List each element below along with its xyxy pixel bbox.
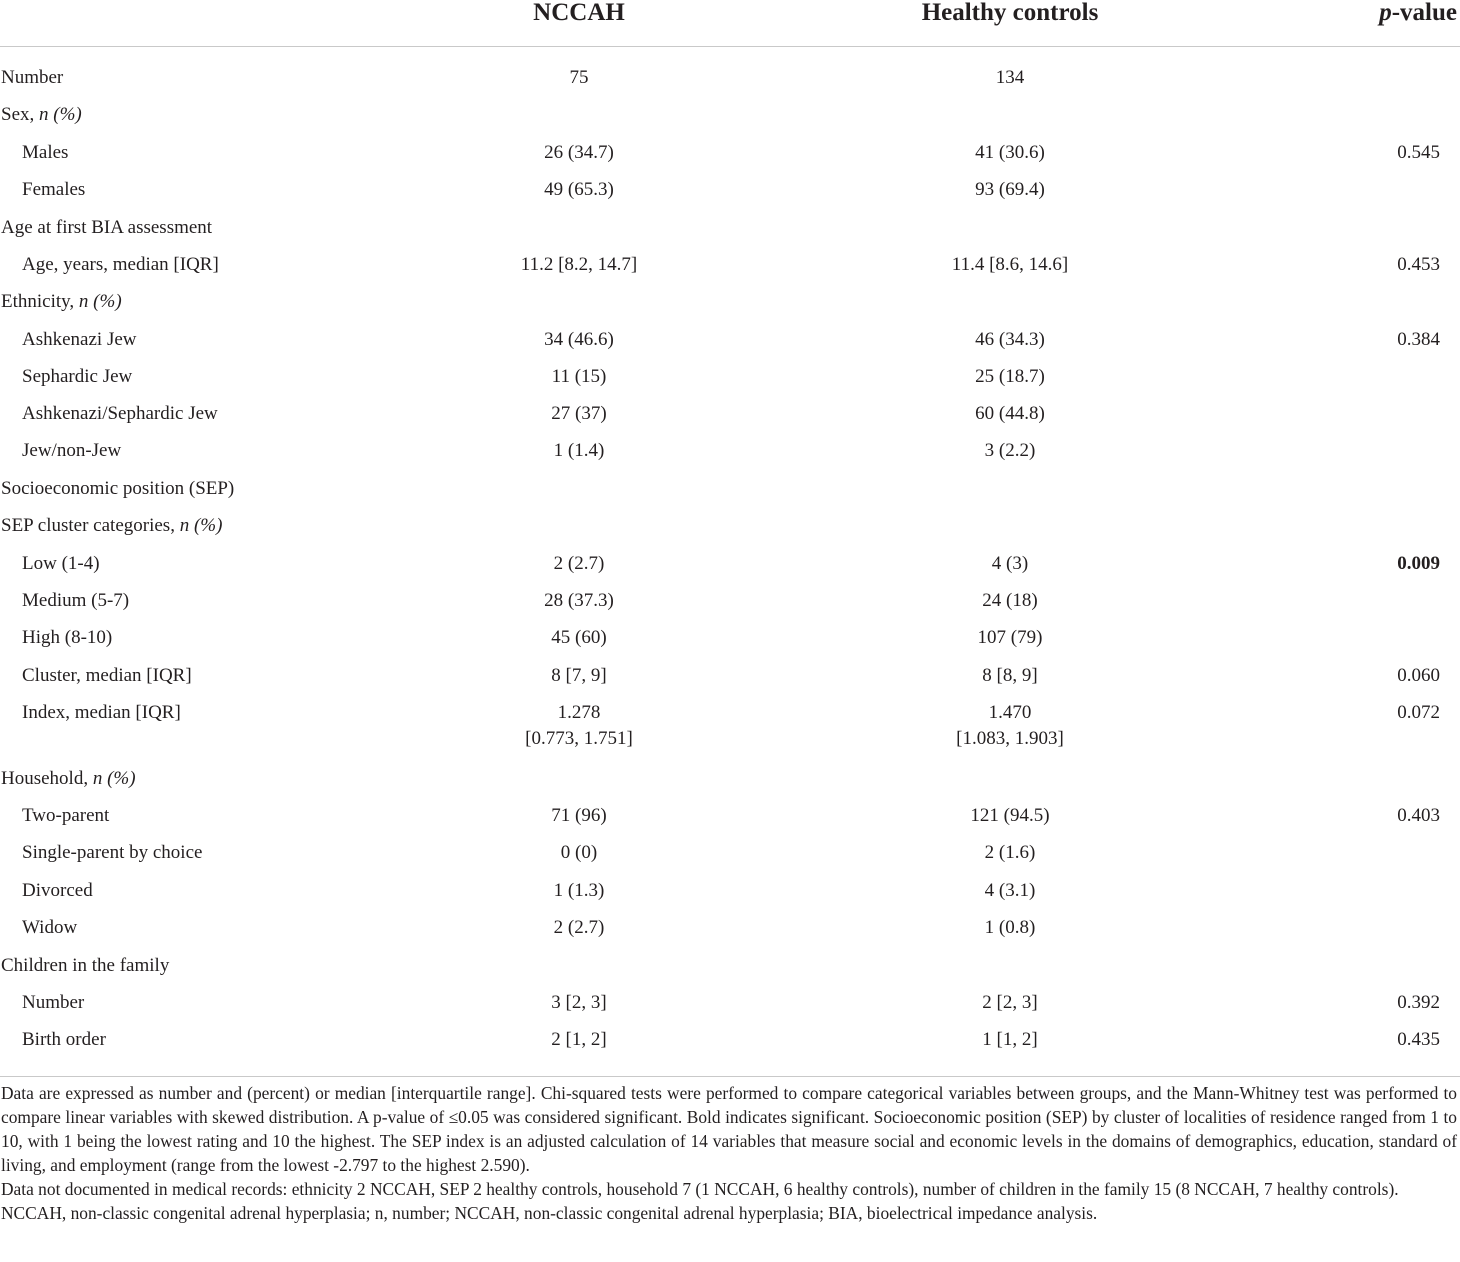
row-label: Number (22, 992, 85, 1013)
p-value: 0.392 (1397, 992, 1440, 1013)
table-row-cluster (0, 663, 1460, 693)
nccah-value: 1.278 [0.773, 1.751] (525, 702, 633, 749)
nccah-value: 71 (96) (551, 805, 607, 826)
row-label: Males (22, 142, 69, 163)
row-label: Age, years, median [IQR] (22, 254, 219, 275)
table-row-jew-non-jew (0, 438, 1460, 468)
controls-value: 134 (995, 67, 1025, 88)
row-label: Index, median [IQR] (22, 702, 181, 723)
controls-value: 1.470 [1.083, 1.903] (956, 702, 1064, 749)
nccah-value: 1 (1.4) (553, 440, 605, 461)
nccah-value: 8 [7, 9] (551, 665, 607, 686)
nccah-value: 26 (34.7) (544, 142, 614, 163)
table-row-medium (0, 588, 1460, 618)
section-label: Sex, n (%) (1, 104, 82, 125)
row-label: Ashkenazi Jew (22, 329, 137, 350)
table-row-females (0, 177, 1460, 207)
table-row-single-parent (0, 840, 1460, 870)
table-row-age (0, 252, 1460, 282)
nccah-value: 34 (46.6) (544, 329, 614, 350)
p-value: 0.060 (1397, 665, 1440, 686)
nccah-value: 45 (60) (551, 627, 607, 648)
row-label: Widow (22, 917, 78, 938)
controls-value: 41 (30.6) (975, 142, 1045, 163)
controls-value: 25 (18.7) (975, 366, 1045, 387)
footnote-methods: Data are expressed as number and (percent) or median [interquartile range]. Chi-squared tests were performed to compare categorical variables between groups, and the Mann-Whitney test was performed to compare linear variables with skewed distribution. A p-value of ≤0.05 was considered significant. Bold indicates significant. Socioeconomic position (SEP) by cluster of localities of residence ranged from 1 to 10, with 1 being the lowest rating and 10 the highest. The SEP index is an adjusted calculation of 14 variables that measure social and economic levels in the domains of demographics, education, standard of living, and employment (range from the lowest -2.797 to the highest 2.590). (1, 1083, 1457, 1175)
table-row-widow (0, 915, 1460, 945)
table-section-ethnicity (0, 289, 1460, 319)
row-label: Ashkenazi/Sephardic Jew (22, 403, 218, 424)
footnote-abbreviations: NCCAH, non-classic congenital adrenal hyperplasia; n, number; NCCAH, non-classic congenital adrenal hyperplasia; BIA, bioelectrical impedance analysis. (1, 1203, 1098, 1223)
nccah-value: 11.2 [8.2, 14.7] (520, 254, 638, 275)
nccah-value: 28 (37.3) (544, 590, 614, 611)
nccah-value: 49 (65.3) (544, 179, 614, 200)
table-section-sep (0, 476, 1460, 506)
nccah-value: 11 (15) (551, 366, 607, 387)
table-section-children (0, 953, 1460, 983)
section-label: Children in the family (1, 955, 170, 976)
controls-value: 24 (18) (982, 590, 1038, 611)
p-value: 0.403 (1397, 805, 1440, 826)
nccah-value: 3 [2, 3] (551, 992, 607, 1013)
table-row-two-parent (0, 803, 1460, 833)
table-section-sep-cluster (0, 513, 1460, 543)
controls-value: 107 (79) (977, 627, 1043, 648)
nccah-value: 0 (0) (560, 842, 598, 863)
controls-value: 60 (44.8) (975, 403, 1045, 424)
nccah-value: 2 (2.7) (553, 553, 605, 574)
p-value: 0.453 (1397, 254, 1440, 275)
nccah-value: 2 (2.7) (553, 917, 605, 938)
p-value: 0.072 (1397, 702, 1440, 723)
controls-value: 1 (0.8) (984, 917, 1036, 938)
table-row-sephardic (0, 364, 1460, 394)
table-row-males (0, 140, 1460, 170)
table-bottom-rule (0, 1076, 1460, 1077)
footnote-missing-data: Data not documented in medical records: ethnicity 2 NCCAH, SEP 2 healthy controls, household 7 (1 NCCAH, 6 healthy controls), number of children in the family 15 (8 NCCAH, 7 healthy controls). (1, 1179, 1399, 1199)
table-section-sex (0, 102, 1460, 132)
table-section-age (0, 215, 1460, 245)
row-label: Medium (5-7) (22, 590, 130, 611)
table-row-high (0, 625, 1460, 655)
row-label: Two-parent (22, 805, 110, 826)
table-row-ashkenazi (0, 327, 1460, 357)
table-footnotes (1, 1081, 1457, 1225)
section-label: Age at first BIA assessment (1, 217, 213, 238)
table-row-low (0, 551, 1460, 581)
column-header-healthy-controls: Healthy controls (921, 0, 1099, 26)
controls-value: 46 (34.3) (975, 329, 1045, 350)
row-label: High (8-10) (22, 627, 113, 648)
controls-value: 121 (94.5) (970, 805, 1050, 826)
section-label: Household, n (%) (1, 768, 136, 789)
table-row-divorced (0, 878, 1460, 908)
section-label: Socioeconomic position (SEP) (1, 478, 235, 499)
controls-value: 93 (69.4) (975, 179, 1045, 200)
table-row-ashkenazi-sephardic (0, 401, 1460, 431)
row-label: Sephardic Jew (22, 366, 133, 387)
nccah-value: 75 (569, 67, 589, 88)
controls-value: 2 [2, 3] (982, 992, 1038, 1013)
p-value: 0.384 (1397, 329, 1440, 350)
row-label: Single-parent by choice (22, 842, 203, 863)
section-label: Ethnicity, n (%) (1, 291, 122, 312)
table-row-children-number (0, 990, 1460, 1020)
controls-value: 11.4 [8.6, 14.6] (951, 254, 1069, 275)
controls-value: 1 [1, 2] (982, 1029, 1038, 1050)
nccah-value: 1 (1.3) (553, 880, 605, 901)
controls-value: 8 [8, 9] (982, 665, 1038, 686)
column-header-p-value: p-value (1379, 0, 1457, 26)
table-header (0, 0, 1460, 47)
controls-value: 2 (1.6) (984, 842, 1036, 863)
row-label: Low (1-4) (22, 553, 100, 574)
table-row-index (0, 700, 1460, 756)
column-header-nccah: NCCAH (533, 0, 625, 26)
row-label: Cluster, median [IQR] (22, 665, 192, 686)
p-value: 0.435 (1397, 1029, 1440, 1050)
row-label: Birth order (22, 1029, 106, 1050)
table-section-household (0, 766, 1460, 796)
row-label: Females (22, 179, 86, 200)
table-row-number (0, 65, 1460, 95)
controls-value: 4 (3.1) (984, 880, 1036, 901)
controls-value: 3 (2.2) (984, 440, 1036, 461)
nccah-value: 27 (37) (551, 403, 607, 424)
row-label: Divorced (22, 880, 93, 901)
nccah-value: 2 [1, 2] (551, 1029, 607, 1050)
section-label: SEP cluster categories, n (%) (1, 515, 223, 536)
table-row-birth-order (0, 1027, 1460, 1057)
p-value: 0.545 (1397, 142, 1440, 163)
p-value-significant: 0.009 (1397, 553, 1440, 574)
row-label: Number (1, 67, 64, 88)
controls-value: 4 (3) (991, 553, 1029, 574)
row-label: Jew/non-Jew (22, 440, 122, 461)
